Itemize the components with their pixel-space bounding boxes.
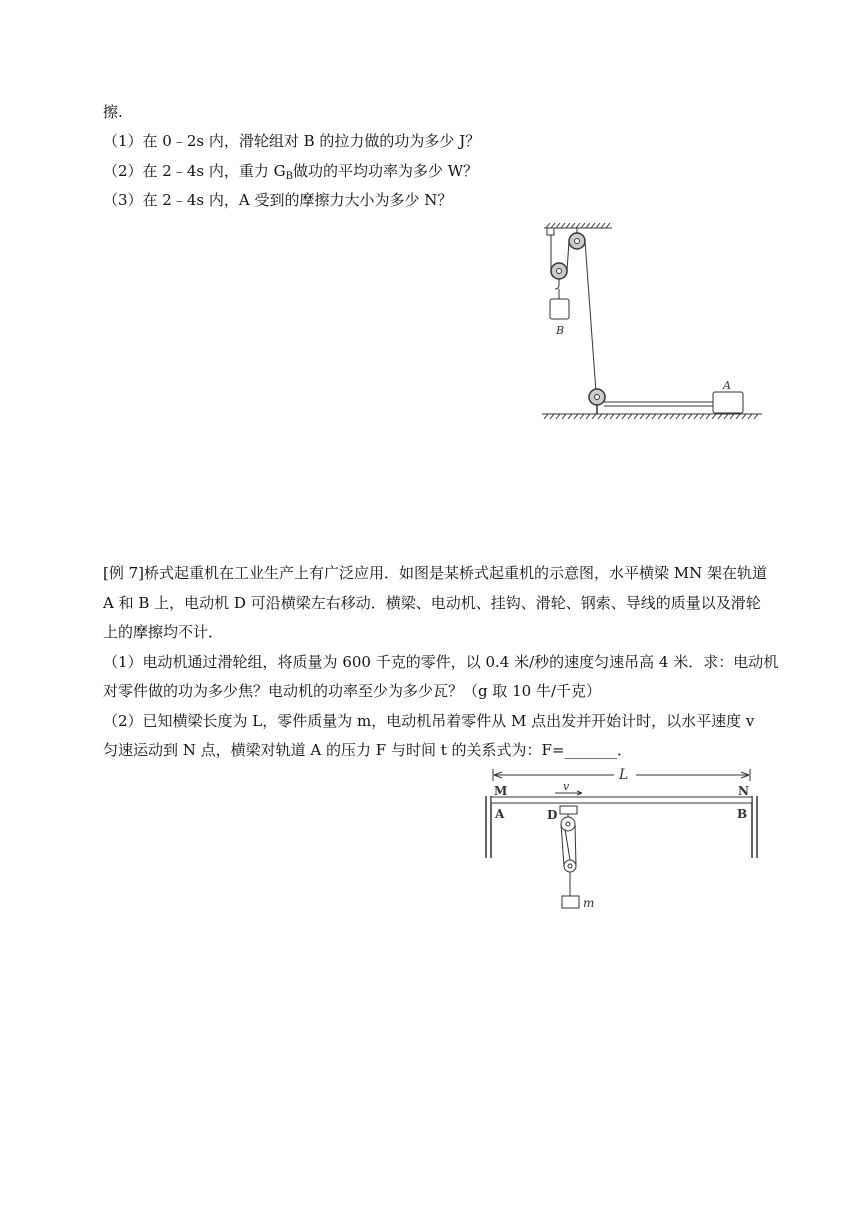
crossbeam xyxy=(491,797,752,803)
example-7-p1: [例 7]桥式起重机在工业生产上有广泛应用．如图是某桥式起重机的示意图，水平横梁 MN 架在轨道 xyxy=(103,564,768,582)
rails xyxy=(486,796,757,858)
example-7-q1a: （1）电动机通过滑轮组，将质量为 600 千克的零件，以 0.4 米/秒的速度匀速吊高 4 米．求：电动机 xyxy=(103,653,779,671)
label-d: D xyxy=(547,808,558,822)
question-2-post: 做功的平均功率为多少 W？ xyxy=(292,162,479,180)
label-a: A xyxy=(495,807,505,821)
label-length: L xyxy=(619,767,629,783)
example-7-q2b: 匀速运动到 N 点，横梁对轨道 A 的压力 F 与时间 t 的关系式为：F=_______． xyxy=(103,741,633,759)
label-m-top: M xyxy=(494,784,508,798)
question-3: （3）在 2﹣4s 内，A 受到的摩擦力大小为多少 N？ xyxy=(103,191,453,209)
mass-block xyxy=(562,896,579,908)
example-7-p2: A 和 B 上，电动机 D 可沿横梁左右移动．横梁、电动机、挂钩、滑轮、钢索、导线的质量以及滑轮 xyxy=(103,594,761,612)
question-1: （1）在 0﹣2s 内，滑轮组对 B 的拉力做的功为多少 J？ xyxy=(103,132,481,150)
crane-pulleys xyxy=(561,814,576,896)
motor-d xyxy=(560,806,577,814)
question-2-pre: （2）在 2﹣4s 内，重力 G xyxy=(103,162,286,180)
example-7-q1b: 对零件做的功为多少焦？电动机的功率至少为多少瓦？（g 取 10 牛/千克） xyxy=(103,682,602,700)
label-a: A xyxy=(723,379,731,392)
question-2-sub: B xyxy=(285,171,293,182)
example-7-p3: 上的摩擦均不计． xyxy=(103,623,224,641)
example-7-q2a: （2）已知横梁长度为 L，零件质量为 m，电动机吊着零件从 M 点出发并开始计时，以水平速度 v xyxy=(103,712,755,730)
label-mass: m xyxy=(583,896,595,910)
label-b: B xyxy=(737,807,748,821)
label-n: N xyxy=(738,784,749,798)
label-b: B xyxy=(556,324,565,337)
label-v: v xyxy=(563,780,570,793)
text-fragment: 擦. xyxy=(103,103,123,121)
